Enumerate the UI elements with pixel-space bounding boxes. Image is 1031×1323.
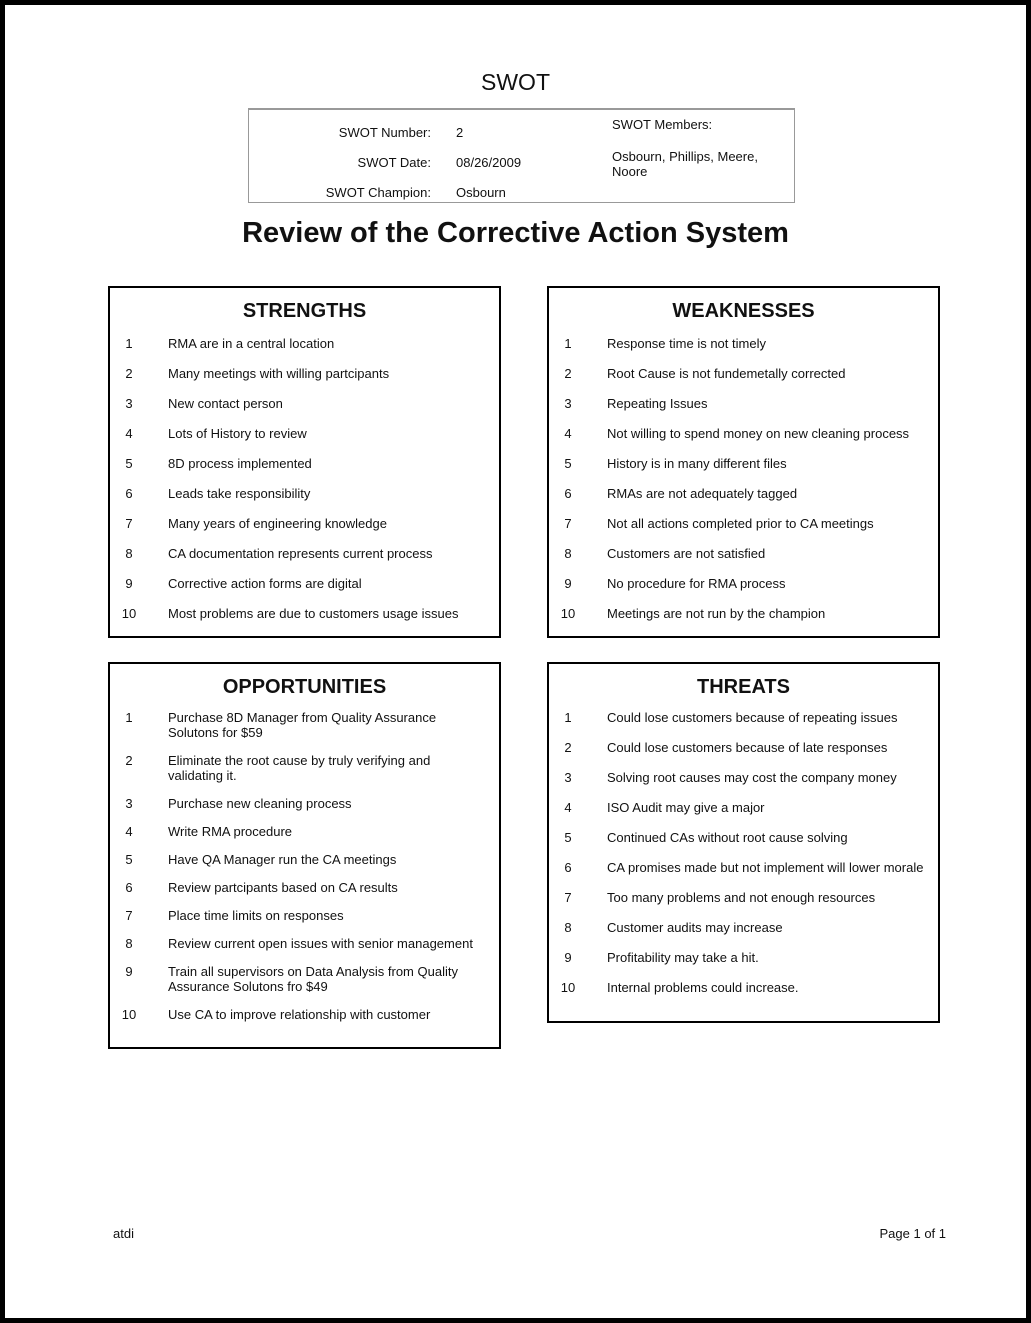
item-number: 2 [564,366,572,381]
item-text: Review current open issues with senior management [168,936,473,951]
opportunities-item [110,908,499,923]
item-text: Could lose customers because of late responses [607,740,888,755]
item-text: Many years of engineering knowledge [168,516,387,531]
item-text: Have QA Manager run the CA meetings [168,852,397,867]
item-number: 9 [125,964,133,979]
strengths-item [110,486,499,501]
strengths-item [110,366,499,381]
item-text: CA documentation represents current process [168,546,433,561]
opportunities-item [110,964,499,994]
weaknesses-item [549,366,938,381]
item-text: Customer audits may increase [607,920,783,935]
threats-item [549,830,938,845]
report-title: Review of the Corrective Action System [242,217,789,249]
item-text: Lots of History to review [168,426,307,441]
threats-item [549,950,938,965]
opportunities-box [108,662,501,1049]
footer-page-number: Page 1 of 1 [879,1226,946,1241]
item-text: Purchase new cleaning process [168,796,352,811]
swot-number-value: 2 [456,125,464,140]
document-title: SWOT [481,69,550,95]
item-text: Meetings are not run by the champion [607,606,826,621]
weaknesses-box [547,286,940,638]
swot-members-label: SWOT Members: [612,117,713,132]
item-text: CA promises made but not implement will lower morale [607,860,924,875]
swot-date-label: SWOT Date: [357,155,431,170]
item-number: 4 [125,824,133,839]
weaknesses-list [549,328,938,621]
item-number: 6 [564,486,572,501]
item-number: 4 [564,800,572,815]
item-text: Customers are not satisfied [607,546,766,561]
item-text: Not all actions completed prior to CA meetings [607,516,874,531]
opportunities-item [110,880,499,895]
swot-date-value: 08/26/2009 [456,155,522,170]
item-number: 2 [125,366,133,381]
item-text: Review partcipants based on CA results [168,880,398,895]
weaknesses-item [549,576,938,591]
weaknesses-item [549,516,938,531]
item-text: Profitability may take a hit. [607,950,759,965]
item-number: 8 [125,546,133,561]
strengths-item [110,336,499,351]
swot-members-value: Osbourn, Phillips, Meere, Noore [612,149,758,179]
item-text: Place time limits on responses [168,908,344,923]
opportunities-item [110,796,499,811]
item-number: 6 [564,860,572,875]
item-text: Repeating Issues [607,396,708,411]
opportunities-item [110,824,499,839]
threats-item [549,710,938,725]
item-text: Continued CAs without root cause solving [607,830,848,845]
item-text: Write RMA procedure [168,824,293,839]
strengths-list [110,328,499,621]
item-text: Most problems are due to customers usage issues [168,606,459,621]
swot-champion-label: SWOT Champion: [325,185,431,200]
item-number: 1 [125,710,133,725]
item-text: 8D process implemented [168,456,312,471]
item-number: 5 [125,852,133,867]
item-text: Use CA to improve relationship with customer [168,1007,431,1022]
weaknesses-item [549,546,938,561]
item-number: 7 [125,516,133,531]
footer-company: atdi [113,1226,134,1241]
item-number: 4 [125,426,133,441]
strengths-item [110,456,499,471]
item-text: RMA are in a central location [168,336,335,351]
item-text: Many meetings with willing partcipants [168,366,390,381]
opportunities-item [110,753,499,783]
swot-number-label: SWOT Number: [338,125,431,140]
item-text: Eliminate the root cause by truly verifying and validating it. [168,753,431,783]
threats-item [549,890,938,905]
strengths-item [110,516,499,531]
weaknesses-item [549,456,938,471]
item-number: 8 [564,920,572,935]
threats-item [549,980,938,995]
opportunities-item [110,1007,499,1022]
strengths-title: STRENGTHS [242,300,367,322]
item-text: Too many problems and not enough resources [607,890,876,905]
item-number: 1 [564,710,572,725]
item-number: 3 [125,396,133,411]
item-text: Response time is not timely [607,336,766,351]
item-number: 3 [564,770,572,785]
item-text: New contact person [168,396,283,411]
item-number: 5 [564,456,572,471]
item-text: Internal problems could increase. [607,980,799,995]
weaknesses-item [549,606,938,621]
weaknesses-title: WEAKNESSES [672,300,815,322]
weaknesses-item [549,486,938,501]
item-text: Corrective action forms are digital [168,576,362,591]
item-number: 7 [564,890,572,905]
item-text: Purchase 8D Manager from Quality Assurance Solutons for $59 [168,710,437,740]
weaknesses-item [549,336,938,351]
strengths-item [110,426,499,441]
strengths-item [110,576,499,591]
strengths-item [110,546,499,561]
item-number: 3 [564,396,572,411]
threats-item [549,740,938,755]
threats-box [547,662,940,1023]
opportunities-title: OPPORTUNITIES [222,676,387,698]
swot-info-box [248,108,795,203]
item-text: Leads take responsibility [168,486,311,501]
item-number: 10 [121,1007,137,1022]
item-text: Root Cause is not fundemetally corrected [607,366,846,381]
item-number: 1 [125,336,133,351]
threats-list [549,704,938,995]
item-text: ISO Audit may give a major [607,800,765,815]
item-number: 10 [560,980,576,995]
strengths-box [108,286,501,638]
opportunities-item [110,936,499,951]
item-text: Not willing to spend money on new cleaning process [607,426,910,441]
item-number: 9 [564,950,572,965]
opportunities-item [110,710,499,740]
item-number: 7 [564,516,572,531]
item-number: 6 [125,486,133,501]
item-number: 9 [564,576,572,591]
item-number: 9 [125,576,133,591]
item-number: 5 [125,456,133,471]
item-number: 3 [125,796,133,811]
item-text: No procedure for RMA process [607,576,786,591]
opportunities-list [110,704,499,1022]
item-text: Could lose customers because of repeating issues [607,710,898,725]
item-number: 10 [121,606,137,621]
item-number: 8 [564,546,572,561]
item-number: 4 [564,426,572,441]
item-number: 2 [125,753,133,768]
item-number: 7 [125,908,133,923]
threats-item [549,860,938,875]
item-number: 8 [125,936,133,951]
item-number: 2 [564,740,572,755]
item-number: 1 [564,336,572,351]
swot-champion-value: Osbourn [456,185,506,200]
threats-item [549,770,938,785]
item-number: 6 [125,880,133,895]
weaknesses-item [549,396,938,411]
threats-item [549,920,938,935]
item-text: RMAs are not adequately tagged [607,486,798,501]
item-number: 10 [560,606,576,621]
strengths-item [110,396,499,411]
item-text: Solving root causes may cost the company money [607,770,897,785]
strengths-item [110,606,499,621]
opportunities-item [110,852,499,867]
item-number: 5 [564,830,572,845]
item-text: Train all supervisors on Data Analysis from Quality Assurance Solutons fro $49 [168,964,458,994]
threats-item [549,800,938,815]
threats-title: THREATS [697,676,790,698]
item-text: History is in many different files [607,456,787,471]
weaknesses-item [549,426,938,441]
